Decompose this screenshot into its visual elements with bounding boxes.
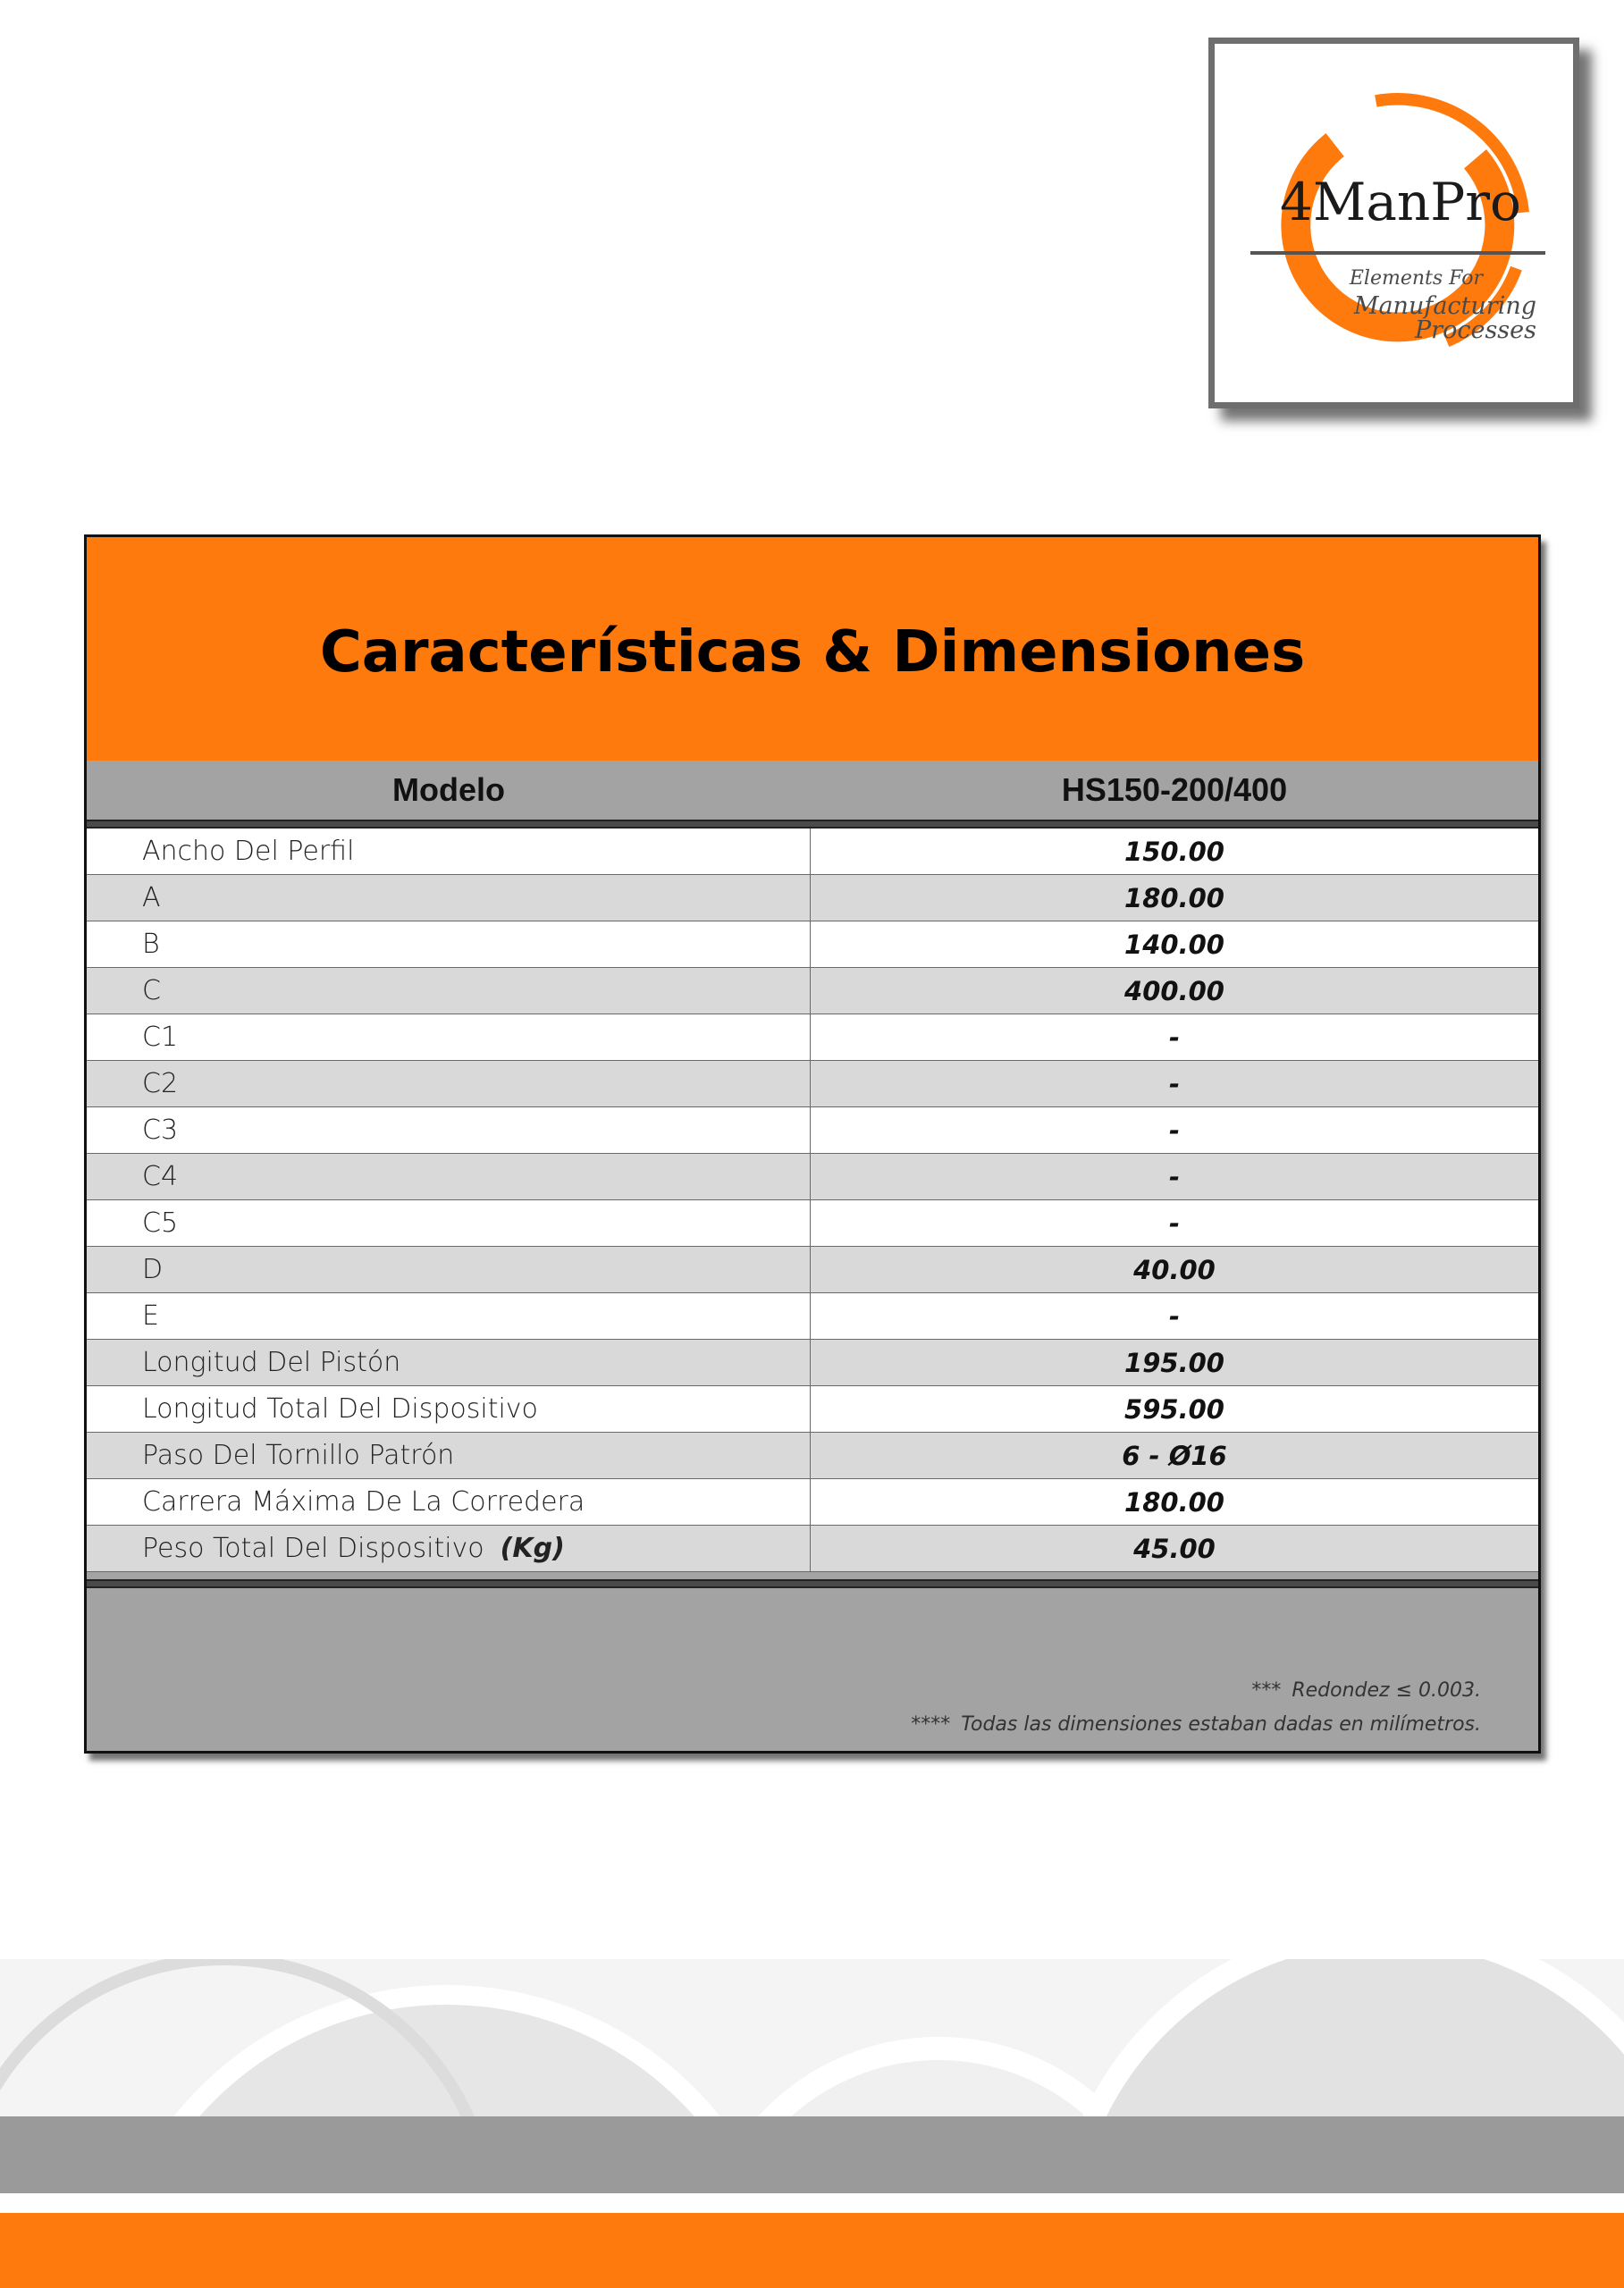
table-row — [87, 1061, 1538, 1107]
logo-tagline-2: Manufacturing Processes — [1353, 292, 1536, 344]
table-row — [87, 1340, 1538, 1386]
company-logo — [1208, 38, 1579, 408]
table-row — [87, 1479, 1538, 1526]
footnote-marker: **** — [911, 1713, 951, 1736]
table-row — [87, 1014, 1538, 1061]
row-value: 195.00 — [1124, 1347, 1224, 1378]
row-label — [87, 1526, 811, 1571]
logo-brand-text: 4ManPro — [1280, 172, 1521, 232]
row-label: Paso Del Tornillo Patrón — [87, 1433, 811, 1478]
row-value: 180.00 — [1124, 882, 1224, 913]
row-label: Longitud Total Del Dispositivo — [87, 1386, 811, 1432]
table-footnotes — [911, 1674, 1481, 1742]
row-value: 400.00 — [1124, 975, 1224, 1006]
row-label: Longitud Del Pistón — [87, 1340, 811, 1385]
table-divider-bottom — [87, 1579, 1538, 1588]
table-row — [87, 1433, 1538, 1479]
table-divider-top — [87, 820, 1538, 829]
row-label: C3 — [87, 1107, 811, 1153]
table-row — [87, 1247, 1538, 1293]
footnote-marker: *** — [1251, 1679, 1282, 1702]
table-row — [87, 1154, 1538, 1200]
table-column-header — [87, 761, 1538, 820]
row-label: Carrera Máxima De La Corredera — [87, 1479, 811, 1525]
table-row — [87, 1200, 1538, 1247]
row-label: C — [87, 968, 811, 1014]
table-row — [87, 875, 1538, 921]
table-title-bar — [87, 537, 1538, 761]
table-row — [87, 1293, 1538, 1340]
row-label: C2 — [87, 1061, 811, 1106]
footer-band-orange — [0, 2213, 1624, 2288]
row-label: C5 — [87, 1200, 811, 1246]
row-value: - — [1168, 1068, 1181, 1099]
table-row — [87, 829, 1538, 875]
row-value: 6 - Ø16 — [1122, 1440, 1227, 1471]
footnote-units — [911, 1708, 1481, 1742]
table-row — [87, 1526, 1538, 1572]
row-label: B — [87, 921, 811, 967]
row-label-unit: (Kg) — [500, 1533, 565, 1564]
spec-table-panel — [84, 534, 1541, 1754]
row-value: 595.00 — [1124, 1393, 1224, 1425]
row-value: - — [1168, 1022, 1181, 1053]
row-label: C1 — [87, 1014, 811, 1060]
row-value: - — [1168, 1300, 1181, 1332]
row-value: 180.00 — [1124, 1486, 1224, 1518]
footnote-text: Todas las dimensiones estaban dadas en milímetros. — [961, 1713, 1481, 1736]
column-header-model-value: HS150-200/400 — [1061, 771, 1288, 808]
row-label: A — [87, 875, 811, 921]
row-label: D — [87, 1247, 811, 1292]
footnote-roundness — [911, 1674, 1481, 1708]
row-value: - — [1168, 1115, 1181, 1146]
table-row — [87, 1386, 1538, 1433]
row-value: - — [1168, 1207, 1181, 1239]
row-value: - — [1168, 1161, 1181, 1192]
row-label-text: Peso Total Del Dispositivo — [142, 1533, 484, 1564]
row-value: 40.00 — [1133, 1254, 1216, 1285]
row-label: C4 — [87, 1154, 811, 1199]
table-title: Características & Dimensiones — [319, 619, 1306, 686]
table-row — [87, 921, 1538, 968]
footer-band-grey — [0, 2116, 1624, 2193]
table-row — [87, 968, 1538, 1014]
spec-rows — [87, 829, 1538, 1572]
row-value: 140.00 — [1124, 929, 1224, 960]
row-value: 45.00 — [1133, 1533, 1216, 1564]
table-row — [87, 1107, 1538, 1154]
logo-tagline-1: Elements For — [1349, 267, 1483, 290]
footnote-text: Redondez ≤ 0.003. — [1292, 1679, 1481, 1702]
row-value: 150.00 — [1124, 836, 1224, 867]
footer-band-gap — [0, 2193, 1624, 2213]
row-label: E — [87, 1293, 811, 1339]
row-label: Ancho Del Perfil — [87, 829, 811, 874]
column-header-model-label: Modelo — [392, 771, 505, 808]
logo-underline — [1250, 251, 1545, 255]
